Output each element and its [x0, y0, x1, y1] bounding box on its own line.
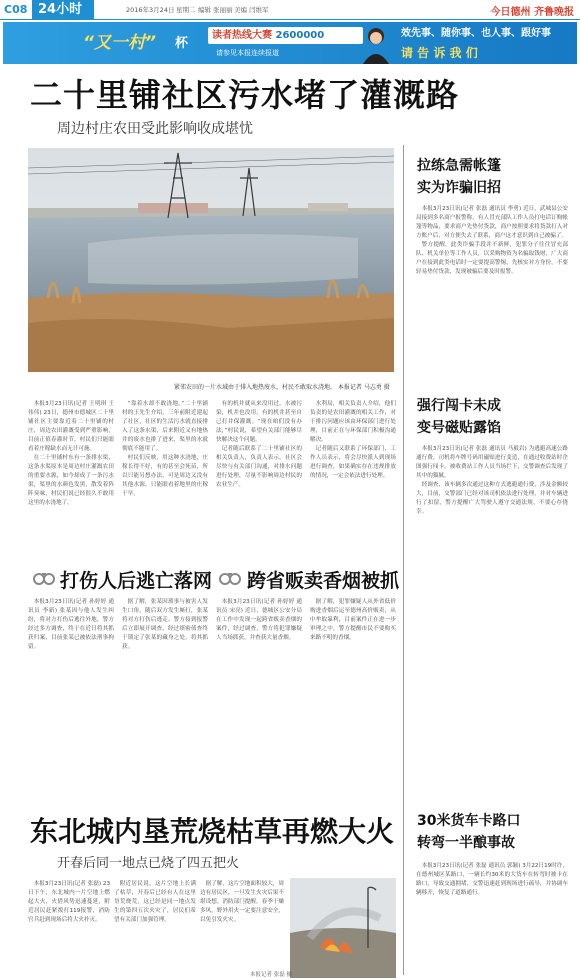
farmland-water-photo — [28, 148, 394, 372]
banner-hint: 请参见本报连续报道 — [216, 49, 279, 57]
main-article-col1: 本报3月23日讯(记者 王明琪 王伟伟) 23日，德州市德城区二十里铺社区主要靠近着二十里铺的村庄，周边农田灌溉受到严重影响，目前正值春灌时节，村民们只能眼看着庄稼缺水而无计可施。 在二十里铺村东有一条排水渠，这条水渠原本是周边村庄灌溉农田的重要水源，如今却成了一条污水渠，渠里的水颜色发黑，散发着阵阵臭味，村民们说已经很久不敢用这里的水浇地了。 — [28, 401, 114, 506]
banner-tag: “又一村” — [83, 33, 156, 53]
story-fire-col2: 附近居民说，这片空地上长满了枯草，开春后已经有人在这里垦荒烧荒，这已经是同一地点发生的第四五次火灾了，居民们希望有关部门加强管理。 — [114, 881, 196, 923]
promo-banner[interactable] — [3, 22, 577, 64]
photo-caption: 紧邻农田的一片水域由于排入地热废水，村民不敢取水浇地。 本报记者 马志勇 摄 — [174, 384, 390, 391]
story-subtitle-fire: 开春后同一地点已烧了四五把火 — [57, 856, 240, 871]
main-article-col2: “靠着水却不敢浇地。”二十里铺村的王先生介绍，三年前附近建起了社区，社区的生活污水就直接排入了这条水渠，后来附近又有地热井的废水也排了进来，渠里的水就彻底不能用了。 村民们反映，用这种水浇地，庄稼长得不好，有的甚至会死苗，所以只能另想办法，可是周边又没有其他水源，只能眼看着地里的庄稼干旱。 — [122, 401, 208, 497]
banner-call-to-action: 请 告 诉 我 们 — [401, 46, 478, 60]
designer-credit: 美编 闫维军 — [234, 6, 269, 14]
masthead — [0, 0, 580, 20]
story-cigarettes-col1: 本报3月23日讯(记者 孙婷婷 通讯员 宋亮) 近日，德城区公安分局在工作中发现一起跨省贩卖香烟的案件，经过调查，警方将犯罪嫌疑人当场抓获，并查获大量香烟。 — [216, 599, 302, 641]
paper-name: 今日德州 齐鲁晚报 — [490, 7, 574, 18]
story-title-fugitive: 打伤人后逃亡落网 — [60, 570, 213, 592]
grass-fire-photo — [290, 878, 396, 978]
story-cigarettes-col2: 据了解，犯罪嫌疑人从外省低价购进香烟后运至德州高价贩卖，从中牟取暴利，目前案件正在进一步审理之中，警方提醒市民不要购买来路不明的香烟。 — [310, 599, 396, 641]
handcuffs-icon — [32, 565, 56, 589]
side-story-scam: 本报3月23日讯(记者 张磊 通讯员 李勇) 近日，武城县公安局接到多名商户报警称，有人冒充部队工作人员打电话订购帐篷等物品，要求商户先垫付货款，商户按照要求将货款打入对方账户后，对方便失去了联系，商户这才意识到自己被骗了。 警方提醒，此类诈骗手段并不新鲜，犯罪分子往往冒充部队、机关单位等工作人员，以采购物资为名骗取钱财，广大商户在接到此类电话时一定要提高警惕，先核实对方身份，不要轻易垫付货款，发现被骗后要及时报警。 — [416, 206, 568, 275]
story-title-fire: 东北城内垦荒烧枯草再燃大火 — [30, 815, 395, 848]
presenter-portrait-icon — [361, 24, 391, 64]
story-fugitive-col2: 据了解，张某因琐事与被害人发生口角，随后双方发生厮打，张某将对方打伤后逃走。警方接到报警后立即展开调查，经过缜密侦查终于锁定了张某的藏身之处，将其抓获。 — [122, 599, 208, 650]
story-fugitive-col1: 本报3月23日讯(记者 孙婷婷 通讯员 李新) 张某因与他人发生纠纷，将对方打伤后逃往外地，警方经过多方调查，终于在近日将其抓获归案，目前张某已被依法刑事拘留。 — [28, 599, 114, 650]
fire-photo-credit: 本报记者 张磊 摄 — [250, 972, 292, 978]
main-headline: 二十里铺社区污水堵了灌溉路 — [30, 76, 460, 114]
editor-credit: 编辑 张丽丽 — [198, 6, 233, 14]
banner-slogan: 效先事、随你事、也人事、跟好事 — [401, 28, 551, 39]
story-fire-col1: 本报3月23日讯(记者 张磊) 23日下午，东北城内一片空地上燃起大火，火借风势迅速蔓延，附近居民赶紧拨打119报警，消防官兵赶到现场后将大火扑灭。 — [28, 881, 110, 923]
side-title-scam: 拉练急需帐篷 实为诈骗旧招 — [417, 158, 501, 196]
banner-cup: 杯 — [175, 36, 189, 51]
side-story-toll: 本报3月23日讯(记者 张磊 通讯员 马毅岩) 为逃避高速公路通行费，司机将车牌号码用磁贴进行变造，在通过收费站时企图强行闯卡，被收费站工作人员当场拦下，交警调查后发现了其中的猫腻。 经调查，该车辆多次通过这种方式逃避通行费，涉及金额较大，目前，交警部门已经对该司机依法进行处理，并对车辆进行了扣留，警方提醒广大驾驶人遵守交通法规，不要心存侥幸。 — [416, 446, 568, 515]
main-article-col3: 有的机井就从来没用过，水被污染，机井也没用，有的机井甚至自己打井保灌溉。“现在咱们没有办法，”村民说，希望有关部门能够尽快解决这个问题。 记者随后联系了二十里铺社区的相关负责人，负责人表示，社区会尽快与有关部门沟通，对排水问题进行处理，尽量不影响周边村民的农业生产。 — [216, 401, 302, 488]
issue-date: 2016年3月24日 — [126, 6, 175, 14]
hotline-box: 读者热线大赛 2600000 — [208, 27, 363, 44]
issue-weekday: 星期二 — [176, 6, 196, 14]
side-title-truck: 30米货车卡路口 转弯一半酿事故 — [417, 813, 521, 851]
column-divider — [403, 145, 404, 975]
main-subheadline: 周边村庄农田受此影响收成堪忧 — [57, 121, 253, 137]
main-article-col4: 水利局，相关负责人介绍，他们负责的是农田灌溉的相关工作，对于排污问题应该由环保部门进行处理，目前正在与环保部门积极沟通解决。 记者随后又联系了环保部门，工作人员表示，将会尽快派人到现场进行调查，如果确实存在违规排放的情况，一定会依法进行处理。 — [310, 401, 396, 479]
story-fire-col3: 据了解，这片空地面积较大，周边有居民区，一旦发生火灾后果不堪设想。消防部门提醒，春季干燥多风，野外用火一定要注意安全，以免引发火灾。 — [200, 881, 284, 923]
side-story-truck: 本报3月23日讯(记者 张磊 通讯员 郭颖) 3月22日19时许，在德州城区某路口，一辆长约30米的大货车在转弯时被卡在路口，导致交通拥堵，交警迅速赶到现场进行疏导，并协调车辆移开，恢复了道路通行。 — [416, 863, 568, 896]
section-name: 24小时 — [32, 0, 94, 19]
side-title-toll: 强行闯卡未成 变号磁贴露馅 — [417, 398, 501, 436]
page-number: C08 — [4, 3, 28, 16]
story-title-cigarettes: 跨省贩卖香烟被抓 — [247, 570, 400, 592]
handcuffs-icon — [218, 565, 242, 589]
